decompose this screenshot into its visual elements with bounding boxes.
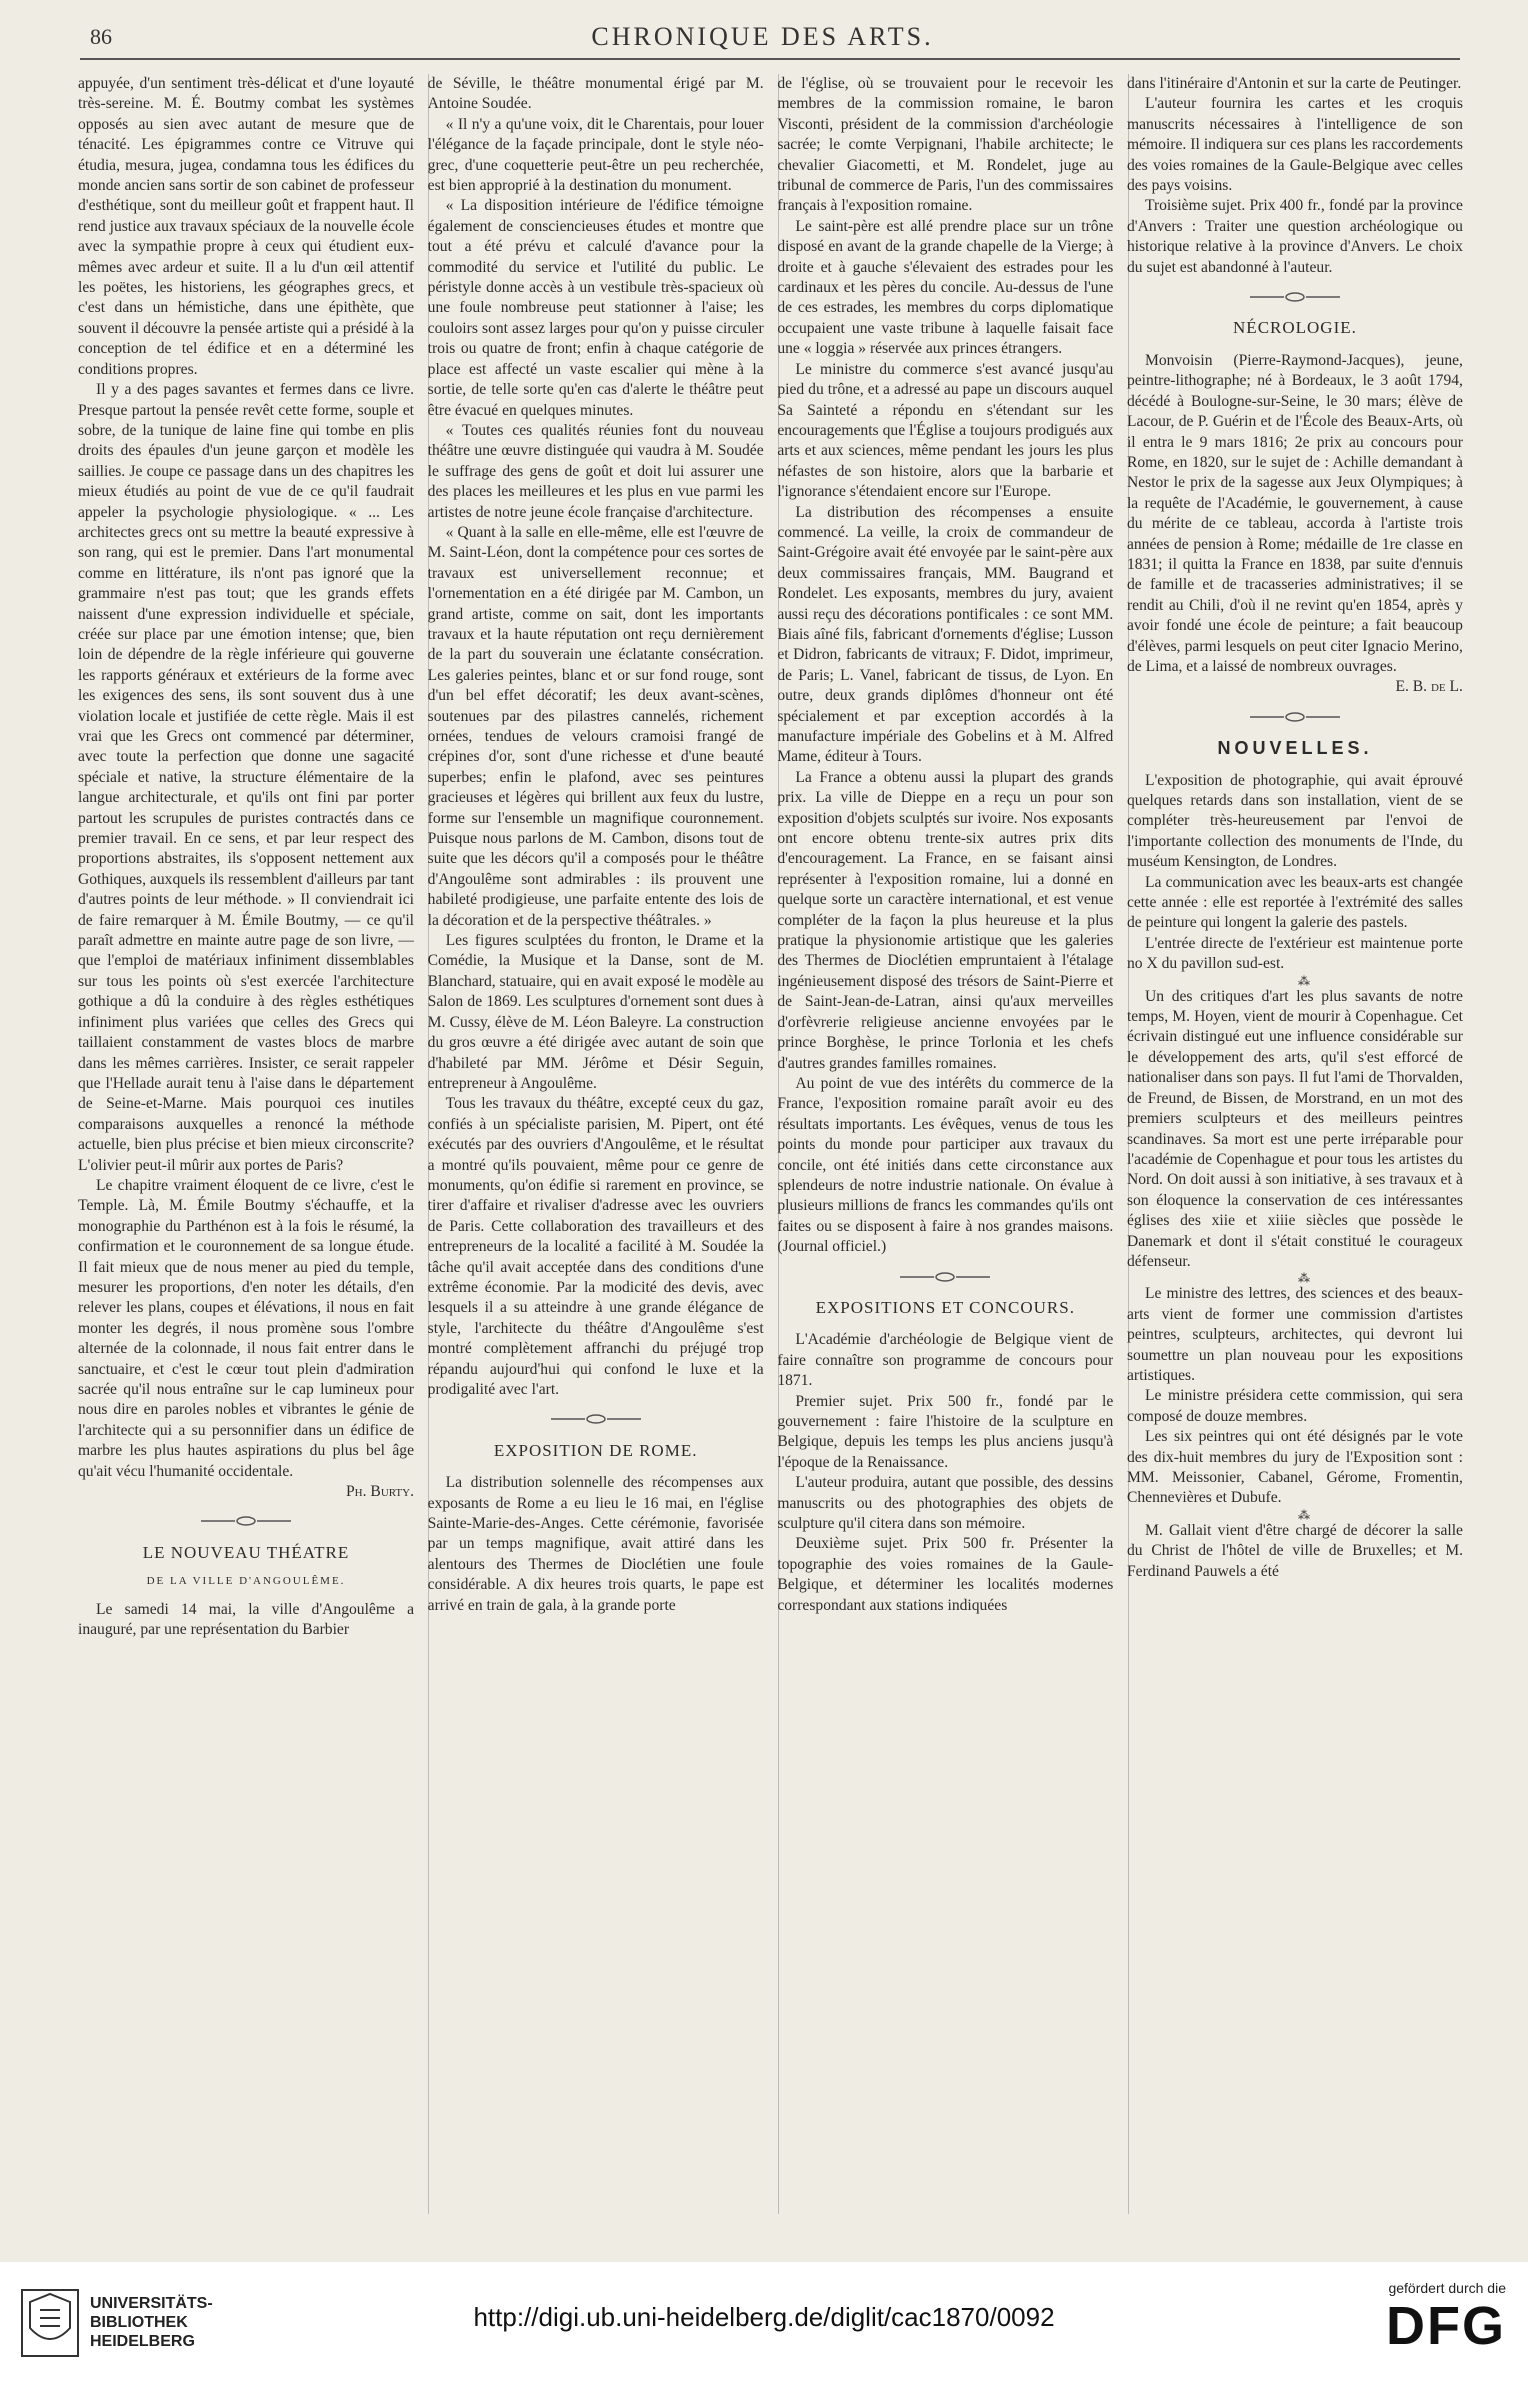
article-paragraph: L'exposition de photographie, qui avait éprouvé quelques retards dans son installation, vient de se compléter très-heureusement par l'envoi de l'importante collection des monuments de l'Inde, du muséum Kensington, de Londres.	[1126, 771, 1463, 871]
article-paragraph: appuyée, d'un sentiment très-délicat et d'une loyauté très-sereine. M. É. Boutmy combat les systèmes opposés au sien avec autant de mesure que de ténacité. Les épigrammes contre ce Vitruve qui étudia, mesura, jugea, condamna tous les édifices du monde ancien sans sortir de son cabinet de professeur d'esthétique, sont du meilleur goût et frappent haut. Il rend justice aux travaux spéciaux de la nouvelle école avec la sympathie propre à ceux qui étudient eux-mêmes avec ardeur et suite. Il a lu d'un œil attentif les poëtes, les historiens, les géographes grecs, et c'est dans un hémistiche, dans une épithète, que souvent il découvre la pensée artiste qui a présidé à la conception de tel édifice et en a déterminé les conditions propres.	[78, 75, 414, 378]
article-paragraph: La communication avec les beaux-arts est changée cette année : elle est reportée à l'extrémité des salles de peinture qui longent la galerie des pastels.	[1126, 873, 1463, 932]
article-paragraph: « Quant à la salle en elle-même, elle est l'œuvre de M. Saint-Léon, dont la compétence pour ces sortes de travaux est universellement reconnue; et l'ornementation en a été dirigée par M. Cambon, un grand artiste, comme on sait, dont les importants travaux et la haute réputation ont reçu dernièrement de la part du souverain une éclatante consécration. Les galeries peintes, blanc et or sur fond rouge, sont d'un bel effet décoratif; les deux avant-scènes, soutenues par des pilastres cannelés, richement ornées, tendues de velours cramoisi frangé de crépines d'or, sont d'une richesse et d'une beauté superbes; enfin le plafond, avec ses peintures gracieuses et légères qui brillent aux feux du lustre, forme sur l'ensemble un magnifique couronnement. Puisque nous parlons de M. Cambon, disons tout de suite que les décors qu'il a composés pour le théâtre d'Angoulême sont admirables : ils prouvent une habileté prodigieuse, une parfaite entente des lois de la décoration et de la perspective théâtrales. »	[427, 523, 764, 929]
article-paragraph: « Il n'y a qu'une voix, dit le Charentais, pour louer l'élégance de la façade principale, dont le style néo-grec, d'une coquetterie peut-être un peu recherchée, est bien approprié à la destination du monument.	[427, 115, 764, 195]
article-paragraph: Le ministre du commerce s'est avancé jusqu'au pied du trône, et a adressé au pape un discours auquel Sa Sainteté a répondu en s'étendant sur les encouragements que l'Église a toujours prodigués aux arts et aux sciences, même pendant les jours les plus néfastes de son histoire, alors que la barbarie et l'ignorance s'étendaient encore sur l'Europe.	[777, 360, 1114, 501]
article-paragraph: Monvoisin (Pierre-Raymond-Jacques), jeune, peintre-lithographe; né à Bordeaux, le 3 août 1794, décédé à Boulogne-sur-Seine, le 30 mars; élève de Lacour, de P. Guérin et de l'École des Beaux-Arts, où il entra le 9 mars 1816; 2e prix au concours pour Rome, en 1820, sur le sujet de : Achille demandant à Nestor le prix de la sagesse aux Jeux Olympiques; à la requête de l'Académie, le gouvernement, à cause du mérite de ce tableau, accorda à l'artiste trois années de pension à Rome; médaille de 1re classe en 1831; il quitta la France en 1838, par suite d'ennuis de famille et de tracasseries administratives; il se rendit au Chili, d'où il ne revint qu'en 1854, après y avoir fondé une école de peinture; a fait beaucoup d'élèves, parmi lesquels on peut citer Ignacio Merino, de Lima, et a laissé de nombreux ouvrages.	[1126, 351, 1463, 675]
page-title: CHRONIQUE DES ARTS.	[591, 22, 934, 51]
library-name-line: UNIVERSITÄTS-	[90, 2295, 213, 2312]
section-ornament	[1127, 288, 1463, 308]
article-paragraph: « La disposition intérieure de l'édifice témoigne également de consciencieuses études et montre que tout a été prévu et calculé d'avance pour la commodité du service et l'utilité du public. Le péristyle donne accès à un vestibule très-spacieux où une foule nombreuse peut stationner à l'aise; les couloirs sont assez larges pour qu'on y puisse circuler trois ou quatre de front; enfin à chaque catégorie de place est affecté un vaste escalier qui mène à la sortie, de telle sorte qu'en cas d'alerte le théâtre peut être évacué en quelques minutes.	[427, 197, 764, 419]
sponsor-caption: gefördert durch die	[1388, 2280, 1506, 2296]
section-ornament	[1127, 708, 1463, 728]
column-2	[428, 74, 764, 2214]
section-ornament	[428, 1410, 764, 1430]
column-4	[1127, 74, 1463, 2214]
asterism-divider: ⁂	[1297, 973, 1310, 988]
article-paragraph: de l'église, où se trouvaient pour le recevoir les membres de la commission romaine, le baron Visconti, président de la commission d'archéologie sacrée; le comte Verpignani, l'habile architecte; le chevalier Giacometti, et M. Rondelet, juge au tribunal de commerce de Paris, l'un des commissaires français à l'exposition romaine.	[777, 75, 1114, 215]
article-paragraph: Le ministre des lettres, des sciences et des beaux-arts vient de former une commission d'artistes peintres, sculpteurs, architectes, qui devront lui soumettre un plan nouveau pour les expositions artistiques.	[1126, 1285, 1463, 1384]
article-paragraph: La distribution solennelle des récompenses aux exposants de Rome a eu lieu le 16 mai, en l'église Sainte-Marie-des-Anges. Cette cérémonie, favorisée par un temps magnifique, avait attiré dans les alentours des Thermes de Dioclétien une foule considérable. A dix heures trois quarts, le pape est arrivé en train de gala, à la grande porte	[427, 1474, 764, 1614]
article-paragraph: Le ministre présidera cette commission, qui sera composé de douze membres.	[1126, 1387, 1463, 1425]
header-rule	[80, 58, 1460, 60]
library-name-line: BIBLIOTHEK	[90, 2314, 188, 2331]
article-paragraph: « Toutes ces qualités réunies font du nouveau théâtre une œuvre distinguée qui vaudra à M. Soudée le suffrage des gens de goût et doit lui assurer une des places les meilleures et les plus en vue parmi les artistes de notre jeune école française d'architecture.	[427, 421, 764, 521]
article-headline: NÉCROLOGIE.	[1233, 318, 1357, 338]
article-signature: E. B. de L.	[1395, 678, 1463, 696]
article-nouvelles: NOUVELLES.	[1217, 738, 1373, 759]
section-ornament	[777, 1268, 1113, 1288]
article-subhead: DE LA VILLE D'ANGOULÊME.	[146, 1575, 346, 1588]
article-paragraph: Tous les travaux du théâtre, excepté ceux du gaz, confiés à un spécialiste parisien, M. Pipert, ont été exécutés par des ouvriers d'Angoulême, et le résultat a montré qu'ils pouvaient, même pour ce genre de monuments, qu'on édifie si rarement en province, se tirer d'affaire et rivaliser d'adresse avec les ouvriers de Paris. Cette collaboration des travailleurs et des entrepreneurs de la localité a facilité à M. Soudée la tâche qu'il avait acceptée dans des conditions d'une extrême économie. Par la modicité des devis, avec lesquels il a su atteindre à une grande élégance de style, l'architecte du théâtre d'Angoulême s'est montré complètement affranchi du préjugé trop répandu aujourd'hui qui confond le luxe et la prodigalité avec l'art.	[427, 1095, 764, 1398]
article-paragraph: Les six peintres qui ont été désignés par le vote des dix-huit membres du jury de l'Exposition sont : MM. Meissonier, Cabanel, Gérome, Fromentin, Chennevières et Dubufe.	[1126, 1428, 1463, 1507]
page-header	[55, 18, 1470, 58]
article-paragraph: Il y a des pages savantes et fermes dans ce livre. Presque partout la pensée revêt cette forme, souple et sobre, de la tunique de laine fine qui tombe en plis droits des épaules d'un jeune garçon et modèle les saillies. Je coupe ce passage dans un des chapitres les mieux étudiés au point de vue de ce qu'il faudrait appeler la psychologie physiologique. « ... Les architectes grecs ont su mettre la beauté expressive à son rang, qui est le premier. Dans l'art monumental comme en littérature, ils n'ont pas ignoré que la grammaire n'est pas tout; que les grands effets naissent d'une expression individuelle et spéciale, créée sur place par une émotion intense; que, bien loin de dépendre de la règle inférieure qui gouverne les rapports généraux et extérieurs de la forme avec les exigences des sens, ils sont souvent dus à une violation locale et justifiée de cette règle. Mais il est vrai que les Grecs ont commencé par déterminer, avec toute la perfection que donne une sagacité spéciale et native, la structure élémentaire de la langue architecturale, et qu'ils ont fini par porter partout les scrupules de puristes contractés dans ce premier travail. En ce sens, et par leur respect des proportions abstraites, ils s'opposent nettement aux Gothiques, auxquels ils ressemblent d'ailleurs par tant d'autres points de leur méthode. » Il conviendrait ici de faire remarquer à M. Émile Boutmy, — ce qu'il paraît admettre en mainte autre page de son livre, — que l'emploi de matériaux infiniment dissemblables sur tous les points où s'est exercée l'architecture gothique a dû la conduire à des règles esthétiques infiniment plus variées que celles des Grecs qui taillaient constamment de vastes blocs de marbre dans les mêmes carrières. Insister, ce serait rappeler que l'Hellade aurait tenu à l'aise dans le département de Seine-et-Marne. Mais pourquoi ces inutiles comparaisons auxquelles a renoncé la méthode actuelle, bien plus précise et bien mieux circonscrite? L'olivier peut-il mûrir aux portes de Paris?	[78, 381, 414, 1174]
article-paragraph: Troisième sujet. Prix 400 fr., fondé par la province d'Anvers : Traiter une question archéologique ou historique relative à la province d'Anvers. Le choix du sujet est abandonné à l'auteur.	[1126, 197, 1463, 276]
article-paragraph: L'auteur produira, autant que possible, des dessins manuscrits ou des photographies des objets de sculpture qu'il citera dans son mémoire.	[777, 1474, 1114, 1533]
column-1	[78, 74, 414, 2214]
article-paragraph: Le saint-père est allé prendre place sur un trône disposé en avant de la grande chapelle de la Vierge; à droite et à gauche s'élevaient des estrades pour les cardinaux et les pères du concile. Au-dessus de l'une de ces estrades, les membres du corps diplomatique occupaient une vaste tribune à laquelle faisait face une « loggia » réservée aux princes étrangers.	[777, 217, 1114, 358]
asterism-divider: ⁂	[1297, 1507, 1310, 1522]
article-paragraph: dans l'itinéraire d'Antonin et sur la carte de Peutinger.	[1126, 75, 1462, 92]
dfg-logo[interactable]: DFG	[1386, 2296, 1506, 2356]
article-paragraph: L'auteur fournira les cartes et les croquis manuscrits nécessaires à l'intelligence de son mémoire. Il indiquera sur ces plans les raccordements des voies romaines de la Gaule-Belgique avec celles des pays voisins.	[1126, 95, 1463, 195]
library-name-line: HEIDELBERG	[90, 2333, 195, 2350]
article-paragraph: Au point de vue des intérêts du commerce de la France, l'exposition romaine paraît avoir eu des résultats importants. Les évêques, venus de tous les points du monde pour participer aux travaux du concile, ont été initiés dans cette circonstance aux splendeurs de notre industrie nationale. On évalue à plusieurs millions de francs les commandes qu'ils ont faites ou se disposent à faire à nos grandes maisons. (Journal officiel.)	[777, 1074, 1114, 1256]
article-paragraph: La France a obtenu aussi la plupart des grands prix. La ville de Dieppe en a reçu un pour son exposition d'objets sculptés sur ivoire. Nos exposants ont encore obtenu trente-six autres prix dits d'encouragement. La France, en se faisant ainsi représenter à l'exposition romaine, lui a donné en quelque sorte un caractère international, et est venue compléter de la façon la plus heureuse et la plus pratique la physionomie artistique que les galeries des Thermes de Dioclétien empruntaient à l'étalage ingénieusement disposé des trésors de Saint-Pierre et de Saint-Jean-de-Latran, ainsi qu'aux merveilles d'orfèvrerie religieuse ancienne envoyées par le prince Borghèse, le prince Torlonia et les chefs d'autres grandes familles romaines.	[777, 768, 1114, 1072]
article-paragraph: Les figures sculptées du fronton, le Drame et la Comédie, la Musique et la Danse, sont de M. Blanchard, statuaire, qui en avait exposé le modèle au Salon de 1869. Les sculptures d'ornement sont dues à M. Cussy, élève de M. Léon Baleyre. La construction du gros œuvre a été dirigée avec autant de soin que d'habileté par MM. Jérôme et Désir Seguin, entrepreneur à Angoulême.	[427, 932, 764, 1092]
text-columns	[78, 74, 1463, 2214]
article-paragraph: L'Académie d'archéologie de Belgique vient de faire connaître son programme de concours pour 1871.	[777, 1331, 1114, 1390]
article-paragraph: La distribution des récompenses a ensuite commencé. La veille, la croix de commandeur de Saint-Grégoire avait été envoyée par le saint-père aux deux commissaires français, MM. Baugrand et Rondelet. Les exposants, membres du jury, avaient aussi reçu des décorations pontificales : ce sont MM. Biais aîné fils, fabricant d'ornements d'église; Lusson et Didron, fabricants de vitraux; F. Didot, imprimeur, de Paris; L. Vanel, fabricant de tissus, de Lyon. En outre, deux grands diplômes d'honneur ont été spécialement et par exception accordés à la manufacture impériale des Gobelins et à M. Alfred Mame, éditeur à Tours.	[777, 503, 1114, 766]
article-signature: Ph. Burty.	[346, 1483, 414, 1501]
article-paragraph: L'entrée directe de l'extérieur est maintenue porte no X du pavillon sud-est.	[1126, 934, 1463, 973]
sponsor-block	[1276, 2280, 1506, 2356]
article-paragraph: Le samedi 14 mai, la ville d'Angoulême a inauguré, par une représentation du Barbier	[78, 1600, 414, 1639]
article-headline: EXPOSITION DE ROME.	[493, 1440, 698, 1460]
page-number: 86	[90, 24, 112, 49]
article-headline: LE NOUVEAU THÉATRE	[142, 1542, 350, 1562]
article-paragraph: M. Gallait vient d'être chargé de décorer la salle du Christ de l'hôtel de ville de Bruxelles; et M. Ferdinand Pauwels a été	[1126, 1521, 1463, 1580]
footer-bar	[0, 2262, 1528, 2382]
article-paragraph: Premier sujet. Prix 500 fr., fondé par le gouvernement : faire l'histoire de la sculpture en Belgique, depuis les temps les plus anciens jusqu'à l'époque de la Renaissance.	[777, 1392, 1114, 1471]
article-headline: EXPOSITIONS ET CONCOURS.	[815, 1297, 1075, 1317]
article-paragraph: de Séville, le théâtre monumental érigé par M. Antoine Soudée.	[427, 75, 764, 113]
source-url-link[interactable]: http://digi.ub.uni-heidelberg.de/diglit/cac1870/0092	[473, 2302, 1055, 2332]
article-paragraph: Un des critiques d'art les plus savants de notre temps, M. Hoyen, vient de mourir à Copenhague. Cet écrivain distingué eut une influence considérable sur le développement des arts, qu'il s'est efforcé de nationaliser dans son pays. Il fut l'ami de Thorvalden, de Freund, de Bissen, de Morstrand, en un mot des premiers sculpteurs et des meilleurs peintres scandinaves. Sa mort est une perte irréparable pour l'académie de Copenhague et pour tous les artistes du Nord. On doit aussi à son initiative, à ses travaux et à son éloquence la conservation de ces intéressantes églises des xiie et xiiie siècles que possède le Danemark et dont il s'était constitué le courageux défenseur.	[1126, 987, 1463, 1270]
asterism-divider: ⁂	[1297, 1271, 1310, 1286]
column-3	[777, 74, 1113, 2214]
article-paragraph: Deuxième sujet. Prix 500 fr. Présenter la topographie des voies romaines de la Gaule-Belgique, et déterminer les localités modernes correspondant aux stations indiquées	[777, 1535, 1114, 1614]
article-paragraph: Le chapitre vraiment éloquent de ce livre, c'est le Temple. Là, M. Émile Boutmy s'échauffe, et la monographie du Parthénon est à la fois le résumé, la confirmation et le couronnement de sa longue étude. Il fait mieux que de nous mener au pied du temple, mesurer les proportions, d'en noter les détails, d'en relever les plans, coupes et élévations, il nous en fait monter les degrés, il nous promène sous l'ombre alternée de la colonnade, il nous fait entrer dans le sanctuaire, et c'est le cœur tout plein d'admiration sacrée qu'il nous entraîne sur le cap lumineux pour nous dire en paroles nobles et vibrantes le génie de l'architecte qui a su personnifier dans un édifice de marbre les plus hautes aspirations du plus bel âge qu'ait vécu l'humanité occidentale.	[78, 1176, 414, 1480]
section-ornament	[78, 1512, 414, 1532]
